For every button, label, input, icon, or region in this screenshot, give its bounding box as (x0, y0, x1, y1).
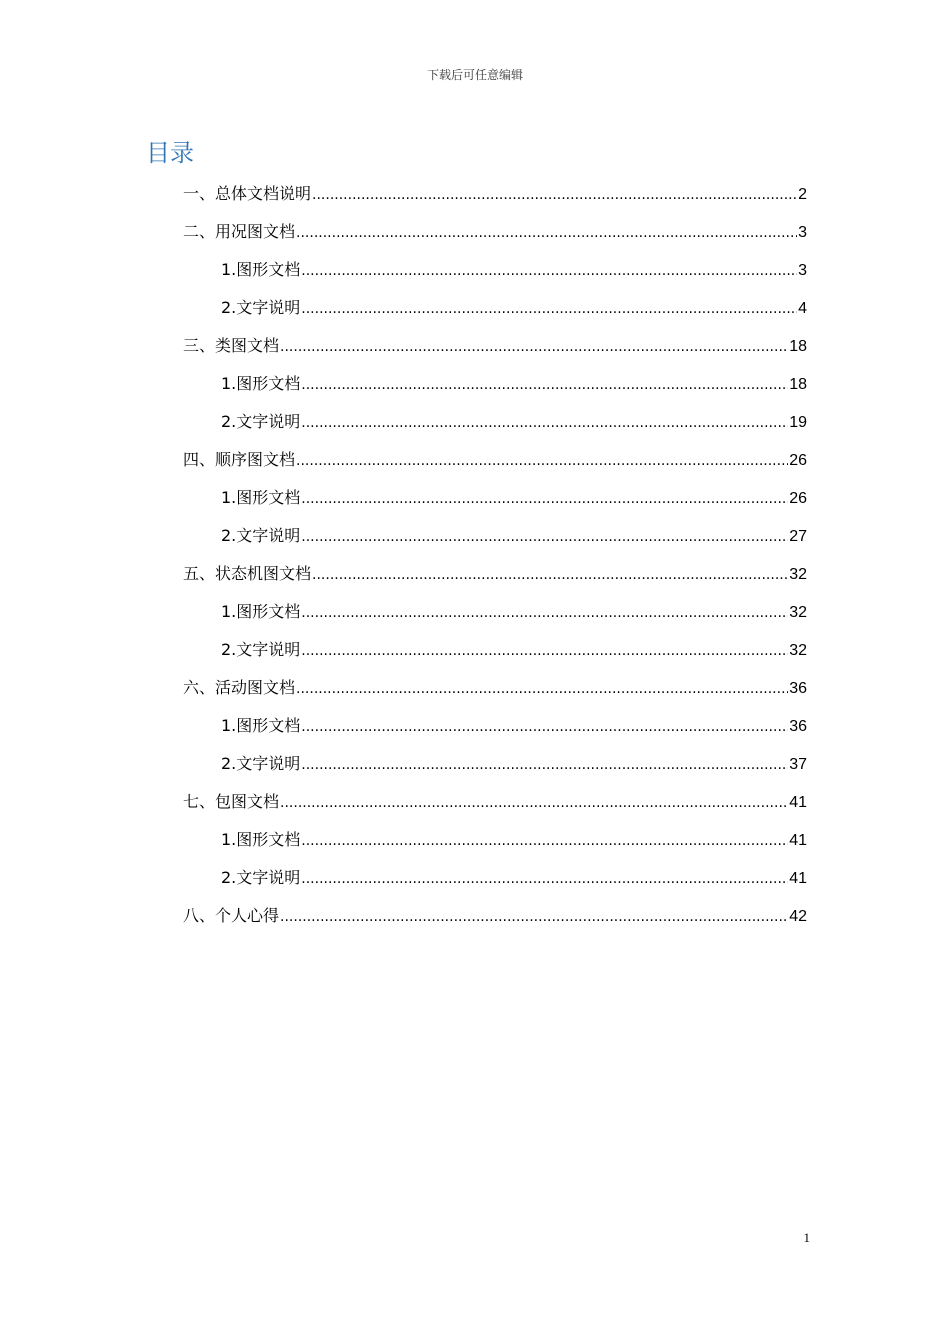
toc-entry-page: 27 (789, 528, 807, 545)
toc-entry-page: 37 (789, 756, 807, 773)
toc-entry-label: 2.文字说明 (221, 412, 301, 431)
toc-entry-page: 42 (789, 908, 807, 925)
toc-dot-leader (312, 556, 788, 594)
toc-entry-label: 1.图形文档 (221, 488, 301, 507)
toc-entry-page: 26 (789, 490, 807, 507)
toc-dot-leader (301, 746, 788, 784)
toc-entry-page: 3 (798, 262, 807, 279)
toc-dot-leader (301, 632, 788, 670)
toc-subentry[interactable] (221, 403, 807, 441)
toc-entry-page: 41 (789, 794, 807, 811)
toc-dot-leader (296, 670, 788, 708)
toc-entry-label: 2.文字说明 (221, 640, 301, 659)
toc-entry-page: 36 (789, 718, 807, 735)
toc-entry[interactable] (183, 897, 807, 935)
toc-dot-leader (301, 822, 788, 860)
toc-entry[interactable] (183, 669, 807, 707)
toc-entry-label: 2.文字说明 (221, 526, 301, 545)
toc-entry-label: 七、包图文档 (183, 792, 280, 811)
toc-dot-leader (301, 252, 797, 290)
toc-dot-leader (312, 176, 797, 214)
toc-subentry[interactable] (221, 745, 807, 783)
toc-subentry[interactable] (221, 289, 807, 327)
toc-subentry[interactable] (221, 859, 807, 897)
toc-subentry[interactable] (221, 821, 807, 859)
toc-entry-page: 26 (789, 452, 807, 469)
toc-entry-label: 2.文字说明 (221, 754, 301, 773)
toc-subentry[interactable] (221, 479, 807, 517)
toc-entry-label: 二、用况图文档 (183, 222, 296, 241)
toc-subentry[interactable] (221, 593, 807, 631)
toc-entry-page: 41 (789, 870, 807, 887)
toc-dot-leader (301, 518, 788, 556)
toc-dot-leader (296, 214, 797, 252)
toc-entry-label: 一、总体文档说明 (183, 184, 312, 203)
toc-entry-label: 1.图形文档 (221, 830, 301, 849)
toc-entry[interactable] (183, 327, 807, 365)
toc-dot-leader (301, 860, 788, 898)
toc-entry-label: 八、个人心得 (183, 906, 280, 925)
toc-dot-leader (301, 480, 788, 518)
toc-entry-page: 32 (789, 642, 807, 659)
toc-entry[interactable] (183, 783, 807, 821)
toc-subentry[interactable] (221, 631, 807, 669)
toc-dot-leader (301, 290, 797, 328)
toc-dot-leader (301, 404, 788, 442)
toc-entry-page: 41 (789, 832, 807, 849)
toc-entry[interactable] (183, 441, 807, 479)
toc-entry-label: 四、顺序图文档 (183, 450, 296, 469)
toc-entry[interactable] (183, 213, 807, 251)
toc-entry-label: 2.文字说明 (221, 868, 301, 887)
toc-entry[interactable] (183, 555, 807, 593)
toc-entry-page: 32 (789, 604, 807, 621)
toc-dot-leader (301, 366, 788, 404)
toc-dot-leader (280, 898, 788, 936)
toc-entry-label: 1.图形文档 (221, 374, 301, 393)
toc-entry-page: 18 (789, 338, 807, 355)
toc-entry-page: 36 (789, 680, 807, 697)
toc-dot-leader (301, 594, 788, 632)
toc-dot-leader (296, 442, 788, 480)
toc-entry-label: 1.图形文档 (221, 602, 301, 621)
toc-dot-leader (301, 708, 788, 746)
toc-entry-label: 六、活动图文档 (183, 678, 296, 697)
toc-entry-page: 18 (789, 376, 807, 393)
toc-dot-leader (280, 784, 788, 822)
toc-entry-page: 19 (789, 414, 807, 431)
toc-dot-leader (280, 328, 788, 366)
toc-entry[interactable] (183, 175, 807, 213)
toc-entry-page: 4 (798, 300, 807, 317)
page-header-note: 下载后可任意编辑 (426, 68, 523, 82)
toc-title: 目录 (146, 139, 194, 167)
toc-entry-label: 三、类图文档 (183, 336, 280, 355)
toc-subentry[interactable] (221, 251, 807, 289)
toc-entry-page: 3 (798, 224, 807, 241)
toc-subentry[interactable] (221, 365, 807, 403)
page-number: 1 (803, 1230, 810, 1245)
toc-entry-page: 32 (789, 566, 807, 583)
toc-subentry[interactable] (221, 707, 807, 745)
toc-subentry[interactable] (221, 517, 807, 555)
toc-entry-page: 2 (798, 186, 807, 203)
toc-entry-label: 1.图形文档 (221, 260, 301, 279)
toc-entry-label: 五、状态机图文档 (183, 564, 312, 583)
toc-entry-label: 2.文字说明 (221, 298, 301, 317)
toc-entry-label: 1.图形文档 (221, 716, 301, 735)
